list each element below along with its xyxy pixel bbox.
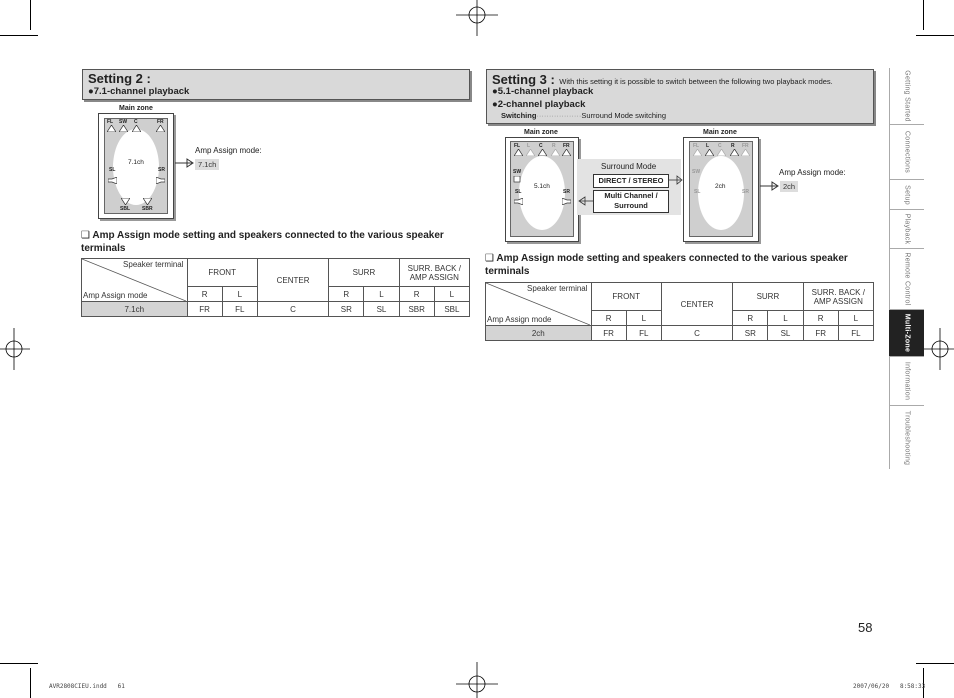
footer-right: 2007/06/20 8:58:33 — [853, 683, 926, 690]
speaker-label-sw: SW — [692, 169, 701, 175]
speaker-label-sl: SL — [694, 189, 701, 195]
speaker-label-fl: FL — [693, 143, 700, 149]
speaker-label-sr: SR — [563, 189, 570, 195]
setting3-bullet1: ●5.1-channel playback — [492, 86, 594, 97]
speaker-label-fr: FR — [563, 143, 570, 149]
page-number: 58 — [858, 620, 873, 635]
col-group-front: FRONT — [187, 259, 257, 287]
diag-top-label: Speaker terminal — [527, 284, 588, 293]
speaker-icon — [107, 125, 116, 132]
speaker-icon — [156, 125, 165, 132]
setting3-header — [486, 69, 874, 124]
row-label: 7.1ch — [82, 302, 188, 317]
crop-mark — [916, 663, 954, 664]
subheader: L — [222, 287, 257, 302]
subheader: L — [838, 311, 873, 326]
speaker-icon — [551, 149, 560, 156]
subheader: L — [626, 311, 661, 326]
crop-mark — [30, 0, 31, 30]
subheader: R — [187, 287, 222, 302]
switching-line — [501, 111, 666, 120]
speaker-icon — [705, 149, 714, 156]
zone-label: Main zone — [703, 129, 737, 136]
registration-mark — [0, 328, 30, 370]
speaker-icon — [132, 125, 141, 132]
speaker-label-fl: FL — [514, 143, 521, 149]
crop-mark — [923, 0, 924, 30]
arrow-right-icon — [669, 175, 683, 185]
setting2-section-heading — [81, 229, 469, 255]
setting2-bullet: ●7.1-channel playback — [88, 86, 190, 97]
switching-value: Surround Mode switching — [581, 111, 667, 120]
tab-setup[interactable] — [889, 180, 924, 210]
table-corner — [486, 283, 592, 326]
col-group-surr-back: SURR. BACK / AMP ASSIGN — [399, 259, 469, 287]
crop-mark — [0, 35, 38, 36]
zone-label: Main zone — [119, 105, 153, 112]
speaker-label-sl: SL — [515, 189, 522, 195]
setting2-section-heading-text: Amp Assign mode setting and speakers connected to the various speaker terminals — [81, 230, 444, 254]
speaker-icon — [730, 149, 739, 156]
speaker-label-fr: FR — [742, 143, 749, 149]
subheader: L — [364, 287, 399, 302]
speaker-label-sr: SR — [742, 189, 749, 195]
col-group-surr: SURR — [733, 283, 803, 311]
diag-bottom-label: Amp Assign mode — [487, 315, 552, 324]
setting3-section-heading — [485, 252, 873, 278]
table-row — [82, 302, 470, 317]
speaker-icon — [121, 198, 130, 205]
subheader: R — [399, 287, 434, 302]
speaker-label-sw: SW — [513, 169, 522, 175]
cell: FL — [222, 302, 257, 317]
cell: FL — [626, 326, 661, 341]
subheader: R — [803, 311, 838, 326]
speaker-icon — [156, 177, 165, 184]
col-group-front: FRONT — [591, 283, 661, 311]
speaker-icon — [562, 198, 571, 205]
setting2-amp-table — [81, 258, 470, 317]
setting2-zone-diagram — [98, 105, 174, 219]
speaker-label-r: R — [731, 143, 735, 149]
speaker-label-c: C — [539, 143, 543, 149]
speaker-label-sl: SL — [109, 167, 116, 173]
setting3-title: Setting 3 : — [492, 72, 555, 87]
checkbox-icon: ❑ — [81, 230, 90, 241]
arrow-icon — [759, 181, 779, 191]
setting3-zone2-diagram — [683, 129, 759, 242]
setting2-header — [82, 69, 470, 100]
speaker-icon — [526, 149, 535, 156]
col-group-surr: SURR — [329, 259, 399, 287]
setting2-title: Setting 2 : — [88, 71, 151, 86]
speaker-label-sr: SR — [158, 167, 165, 173]
zone-label: Main zone — [524, 129, 558, 136]
speaker-label-l: L — [527, 143, 531, 149]
registration-mark — [456, 662, 498, 698]
cell: SL — [768, 326, 803, 341]
tab-information[interactable] — [889, 357, 924, 406]
diag-top-label: Speaker terminal — [123, 260, 184, 269]
speaker-icon — [513, 176, 522, 183]
speaker-icon — [693, 149, 702, 156]
speaker-icon — [538, 149, 547, 156]
setting3-section-heading-text: Amp Assign mode setting and speakers connected to the various speaker terminals — [485, 253, 848, 277]
tab-connections[interactable] — [889, 125, 924, 180]
center-label: 7.1ch — [128, 159, 144, 166]
speaker-label-fr: FR — [157, 119, 164, 125]
subheader: R — [329, 287, 364, 302]
amp-assign-value: 2ch — [780, 181, 798, 192]
row-label: 2ch — [486, 326, 592, 341]
speaker-label-l: L — [706, 143, 710, 149]
center-label: 2ch — [715, 183, 726, 190]
cell: SL — [364, 302, 399, 317]
subheader: R — [733, 311, 768, 326]
diag-bottom-label: Amp Assign mode — [83, 291, 148, 300]
arrow-left-icon — [578, 196, 593, 206]
listening-area — [113, 129, 159, 205]
zone-room — [104, 118, 168, 214]
registration-mark — [924, 328, 954, 370]
footer-left: AVR2808CIEU.indd 61 — [49, 683, 125, 690]
speaker-label-sbl: SBL — [120, 206, 130, 212]
speaker-icon — [717, 149, 726, 156]
cell: SBR — [399, 302, 434, 317]
cell: FR — [803, 326, 838, 341]
amp-assign-label: Amp Assign mode: — [779, 168, 846, 177]
tab-label: Troubleshooting — [903, 410, 910, 465]
setting3-zone1-diagram — [505, 129, 579, 242]
tab-label: Connections — [903, 130, 910, 174]
speaker-label-c: C — [134, 119, 138, 125]
subheader: L — [434, 287, 469, 302]
tab-troubleshooting[interactable] — [889, 406, 924, 469]
setting3-amp-table — [485, 282, 874, 341]
col-group-center: CENTER — [661, 283, 732, 326]
crop-mark — [30, 668, 31, 698]
listening-area — [698, 156, 744, 230]
tab-label: Playback — [903, 213, 910, 245]
tab-label: Multi-Zone — [903, 313, 910, 353]
cell: C — [661, 326, 732, 341]
tab-label: Information — [903, 361, 910, 401]
setting3-title-note: With this setting it is possible to switch between the following two playback modes. — [559, 77, 833, 86]
cell: SR — [329, 302, 364, 317]
speaker-label-sbr: SBR — [142, 206, 153, 212]
checkbox-icon: ❑ — [485, 253, 494, 264]
cell: SR — [733, 326, 768, 341]
zone-room — [689, 141, 753, 237]
speaker-icon — [514, 198, 523, 205]
speaker-icon — [514, 149, 523, 156]
tab-getting-started[interactable] — [889, 68, 924, 125]
setting3-bullet2: ●2-channel playback — [492, 99, 586, 110]
tab-label: Getting Started — [903, 70, 910, 122]
cell: FR — [187, 302, 222, 317]
subheader: L — [768, 311, 803, 326]
speaker-label-sw: SW — [119, 119, 128, 125]
speaker-icon — [741, 149, 750, 156]
switching-label: Switching — [501, 111, 537, 120]
tab-label: Setup — [903, 184, 910, 205]
col-group-surr-back: SURR. BACK / AMP ASSIGN — [803, 283, 873, 311]
mode-multi-channel: Multi Channel / Surround — [593, 190, 669, 213]
cell: C — [257, 302, 328, 317]
surround-mode-label: Surround Mode — [601, 162, 657, 171]
speaker-label-r: R — [552, 143, 556, 149]
registration-mark — [456, 0, 498, 36]
crop-mark — [0, 663, 38, 664]
speaker-icon — [119, 125, 128, 132]
mode-direct-stereo: DIRECT / STEREO — [593, 174, 669, 188]
speaker-icon — [143, 198, 152, 205]
arrow-icon — [174, 158, 194, 168]
cell: FL — [838, 326, 873, 341]
tab-multi-zone[interactable] — [889, 310, 924, 357]
tab-label: Remote Control — [903, 252, 910, 306]
table-row — [486, 326, 874, 341]
center-label: 5.1ch — [534, 183, 550, 190]
speaker-icon — [562, 149, 571, 156]
cell: FR — [591, 326, 626, 341]
table-corner — [82, 259, 188, 302]
col-group-center: CENTER — [257, 259, 328, 302]
speaker-icon — [108, 177, 117, 184]
switching-dots: ·················· — [536, 111, 582, 120]
subheader: R — [591, 311, 626, 326]
cell: SBL — [434, 302, 469, 317]
tab-playback[interactable] — [889, 210, 924, 249]
zone-room — [510, 141, 574, 237]
speaker-label-c: C — [718, 143, 722, 149]
amp-assign-label: Amp Assign mode: — [195, 146, 262, 155]
speaker-label-fl: FL — [107, 119, 114, 125]
listening-area — [519, 156, 565, 230]
amp-assign-value: 7.1ch — [195, 159, 219, 170]
crop-mark — [916, 35, 954, 36]
tab-remote-control[interactable] — [889, 249, 924, 310]
